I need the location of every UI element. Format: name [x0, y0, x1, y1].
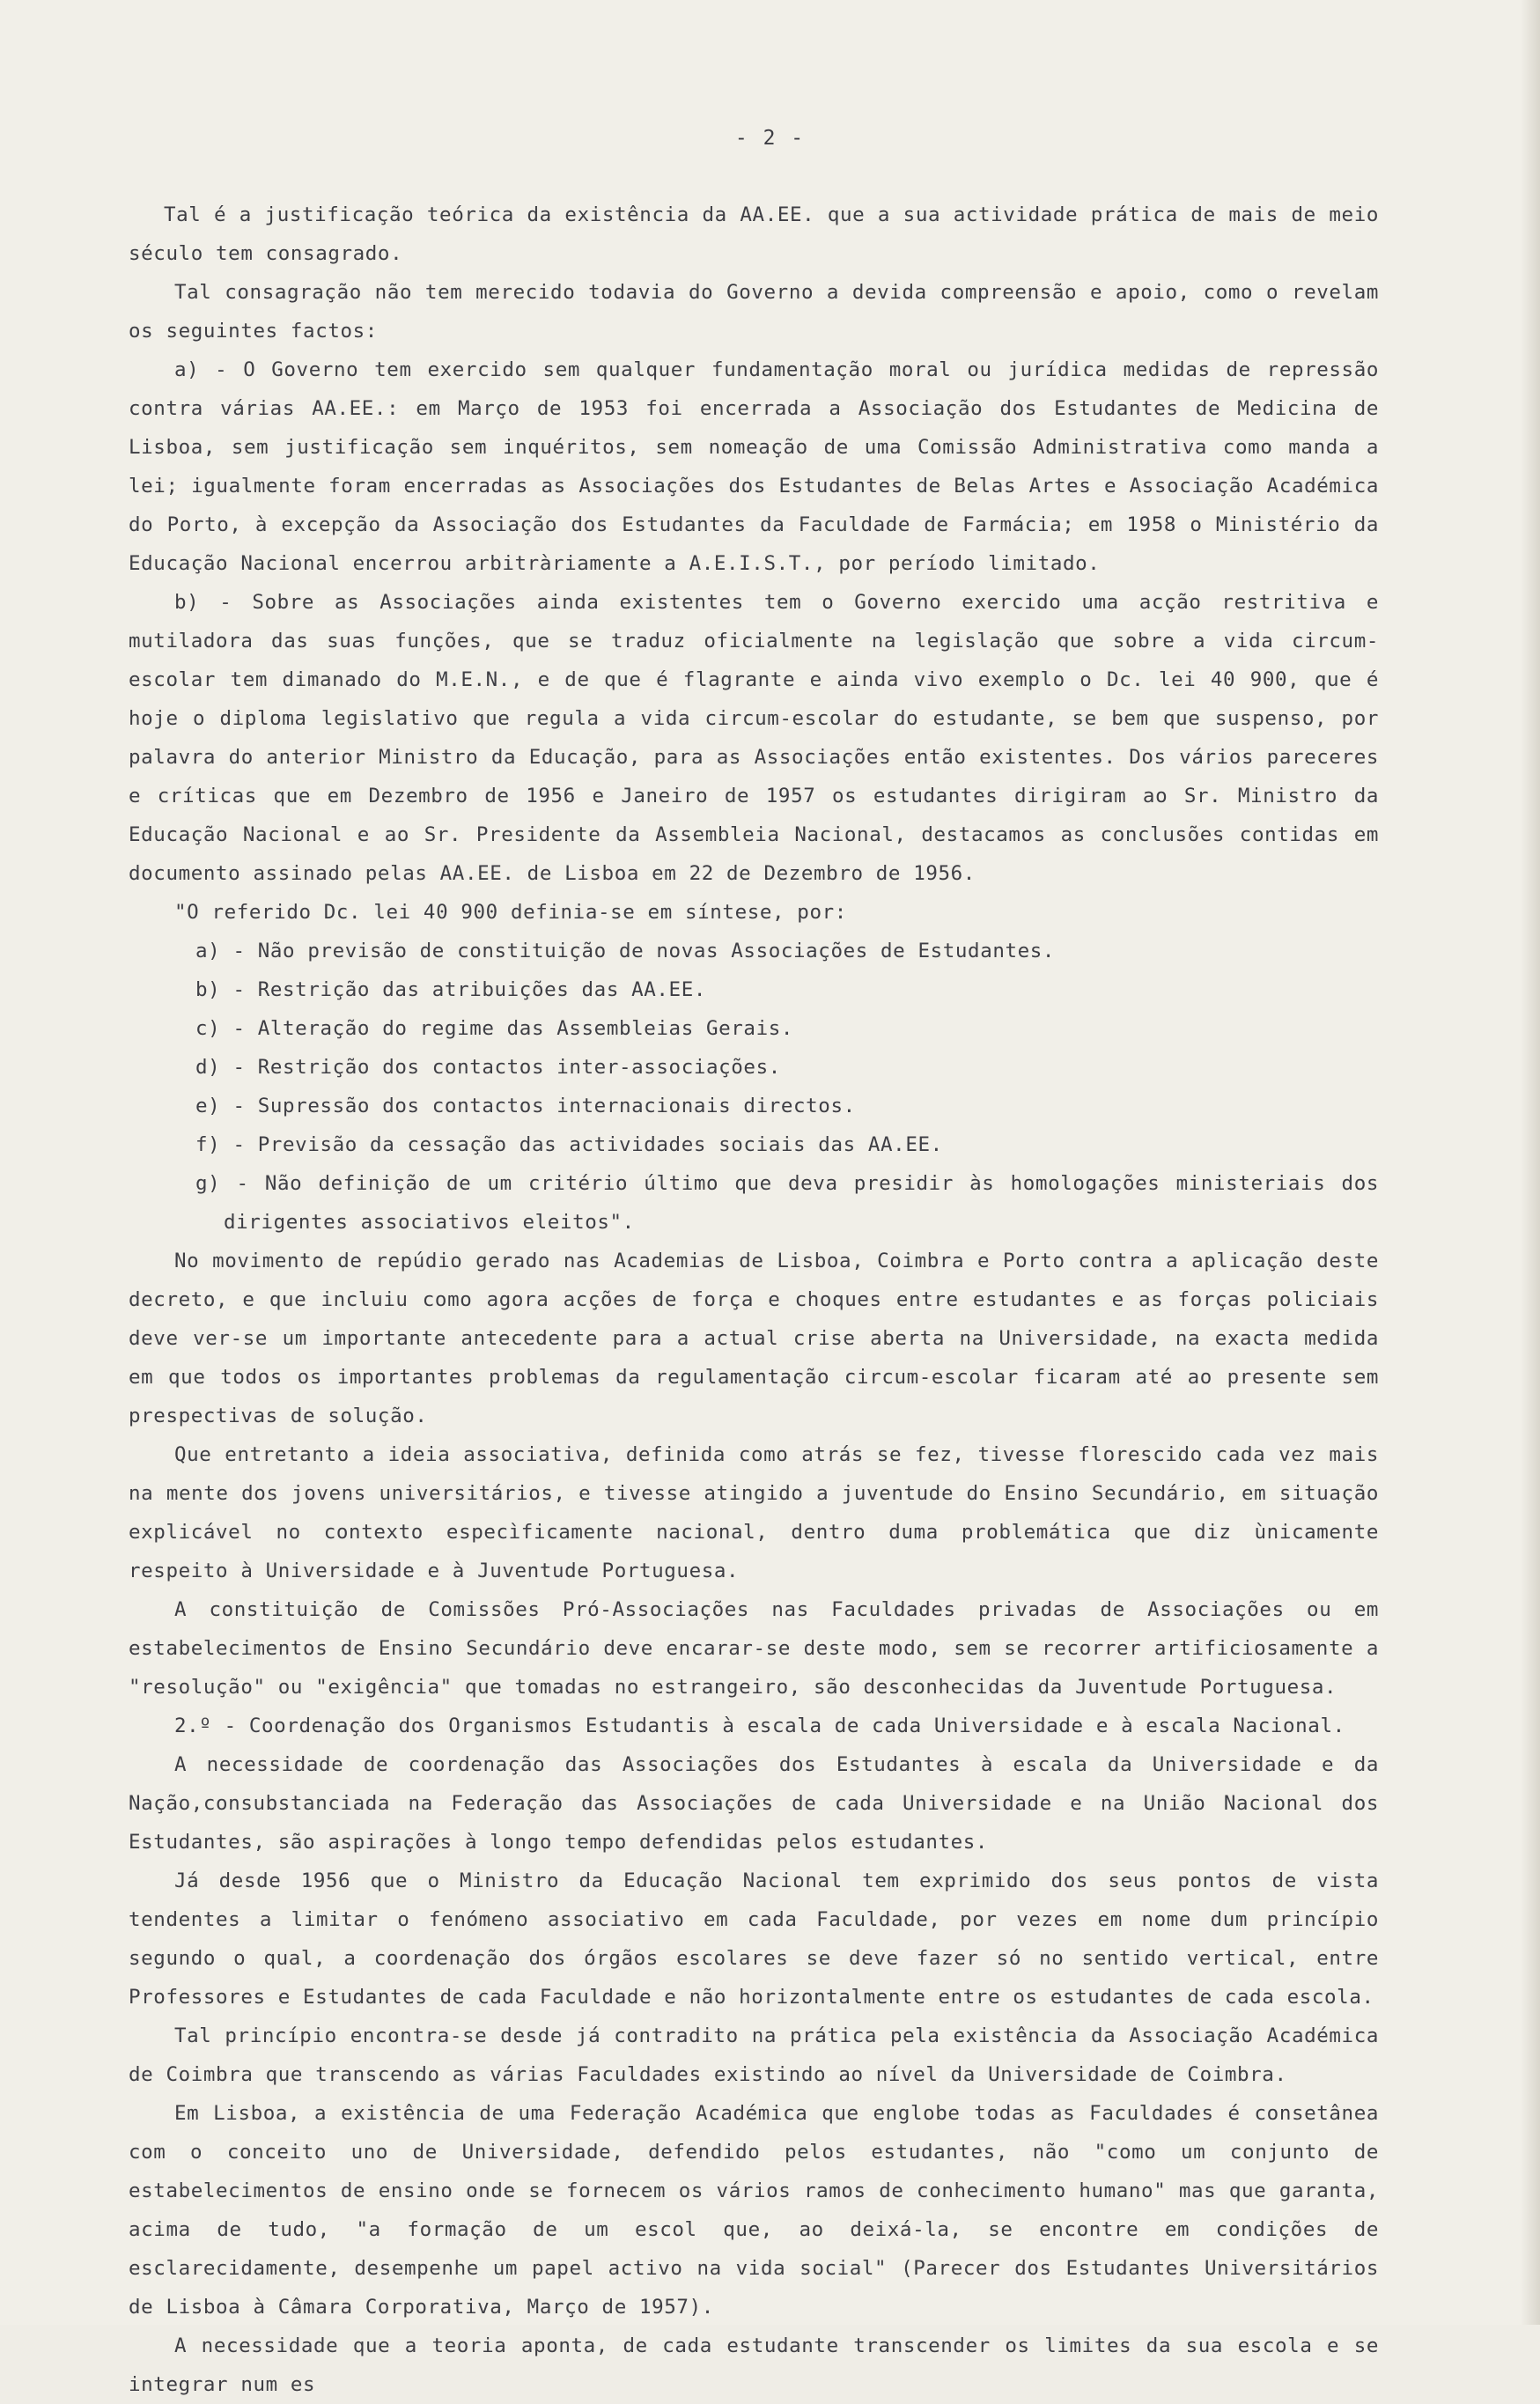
- list-item: c) - Alteração do regime das Assembleias Gerais.: [195, 1017, 794, 1040]
- paragraph: A necessidade de coordenação das Associações dos Estudantes à escala da Universidade e da Nação,consubstanciada na Federação das Associações de cada Universidade e na União Nacional dos Estudantes, são aspirações à longo tempo defendidas pelos estudantes.: [129, 1753, 1379, 1854]
- paragraph: Tal é a justificação teórica da existência da AA.EE. que a sua actividade prática de mais de meio século tem consagrado.: [129, 203, 1379, 265]
- list-item: f) - Previsão da cessação das actividades sociais das AA.EE.: [195, 1133, 943, 1156]
- paragraph: Já desde 1956 que o Ministro da Educação Nacional tem exprimido dos seus pontos de vista tendentes a limitar o fenómeno associativo em cada Faculdade, por vezes em nome dum princípio segundo o qual, a coordenação dos órgãos escolares se deve fazer só no sentido vertical, entre Professores e Estudantes de cada Faculdade e não horizontalmente entre os estudantes de cada escola.: [129, 1869, 1379, 2009]
- paragraph: A necessidade que a teoria aponta, de cada estudante transcender os limites da sua escola e se integrar num es: [129, 2334, 1379, 2396]
- list-item: b) - Restrição das atribuições das AA.EE.: [195, 978, 706, 1001]
- paragraph: No movimento de repúdio gerado nas Academias de Lisboa, Coimbra e Porto contra a aplicação deste decreto, e que incluiu como agora acções de força e choques entre estudantes e as forças policiais deve ver-se um importante antecedente para a actual crise aberta na Universidade, na exacta medida em que todos os importantes problemas da regulamentação circum-escolar ficaram até ao presente sem prespectivas de solução.: [129, 1250, 1379, 1427]
- paragraph: a) - O Governo tem exercido sem qualquer fundamentação moral ou jurídica medidas de repressão contra várias AA.EE.: em Março de 1953 foi encerrada a Associação dos Estudantes de Medicina de Lisboa, sem justificação sem inquéritos, sem nomeação de uma Comissão Administrativa como manda a lei; igualmente foram encerradas as Associações dos Estudantes de Belas Artes e Associação Académica do Porto, à excepção da Associação dos Estudantes da Faculdade de Farmácia; em 1958 o Ministério da Educação Nacional encerrou arbitràriamente a A.E.I.S.T., por período limitado.: [129, 358, 1379, 575]
- paragraph: b) - Sobre as Associações ainda existentes tem o Governo exercido uma acção restritiva e mutiladora das suas funções, que se traduz oficialmente na legislação que sobre a vida circum-escolar tem dimanado do M.E.N., e de que é flagrante e ainda vivo exemplo o Dc. lei 40 900, que é hoje o diploma legislativo que regula a vida circum-escolar do estudante, se bem que suspenso, por palavra do anterior Ministro da Educação, para as Associações então existentes. Dos vários pareceres e críticas que em Dezembro de 1956 e Janeiro de 1957 os estudantes dirigiram ao Sr. Ministro da Educação Nacional e ao Sr. Presidente da Assembleia Nacional, destacamos as conclusões contidas em documento assinado pelas AA.EE. de Lisboa em 22 de Dezembro de 1956.: [129, 591, 1379, 885]
- list-item: e) - Supressão dos contactos internacionais directos.: [195, 1095, 856, 1117]
- decree-summary-list: [195, 932, 1379, 1242]
- document-body: [129, 195, 1379, 2404]
- section-heading: 2.º - Coordenação dos Organismos Estudantis à escala de cada Universidade e à escala Nacional.: [174, 1715, 1345, 1737]
- page-number: - 2 -: [734, 127, 806, 150]
- list-item: g) - Não definição de um critério último que deva presidir às homologações ministeriais dos dirigentes associativos eleitos".: [195, 1172, 1379, 1234]
- list-item: a) - Não previsão de constituição de novas Associações de Estudantes.: [195, 940, 1056, 962]
- paragraph: Tal princípio encontra-se desde já contradito na prática pela existência da Associação Académica de Coimbra que transcendo as várias Faculdades existindo ao nível da Universidade de Coimbra.: [129, 2024, 1379, 2086]
- paper-edge: [1521, 0, 1540, 2325]
- paragraph: "O referido Dc. lei 40 900 definia-se em síntese, por:: [174, 901, 847, 924]
- list-item: d) - Restrição dos contactos inter-associações.: [195, 1056, 781, 1079]
- paragraph: Que entretanto a ideia associativa, definida como atrás se fez, tivesse florescido cada vez mais na mente dos jovens universitários, e tivesse atingido a juventude do Ensino Secundário, em situação explicável no contexto especìficamente nacional, dentro duma problemática que diz ùnicamente respeito à Universidade e à Juventude Portuguesa.: [129, 1443, 1379, 1582]
- paragraph: Tal consagração não tem merecido todavia do Governo a devida compreensão e apoio, como o revelam os seguintes factos:: [129, 281, 1379, 343]
- paragraph: Em Lisboa, a existência de uma Federação Académica que englobe todas as Faculdades é consetânea com o conceito uno de Universidade, defendido pelos estudantes, não "como um conjunto de estabelecimentos de ensino onde se fornecem os vários ramos de conhecimento humano" mas que garanta, acima de tudo, "a formação de um escol que, ao deixá-la, se encontre em condições de esclarecidamente, desempenhe um papel activo na vida social" (Parecer dos Estudantes Universitários de Lisboa à Câmara Corporativa, Março de 1957).: [129, 2102, 1379, 2319]
- paragraph: A constituição de Comissões Pró-Associações nas Faculdades privadas de Associações ou em estabelecimentos de Ensino Secundário deve encarar-se deste modo, sem se recorrer artificiosamente a "resolução" ou "exigência" que tomadas no estrangeiro, são desconhecidas da Juventude Portuguesa.: [129, 1598, 1379, 1699]
